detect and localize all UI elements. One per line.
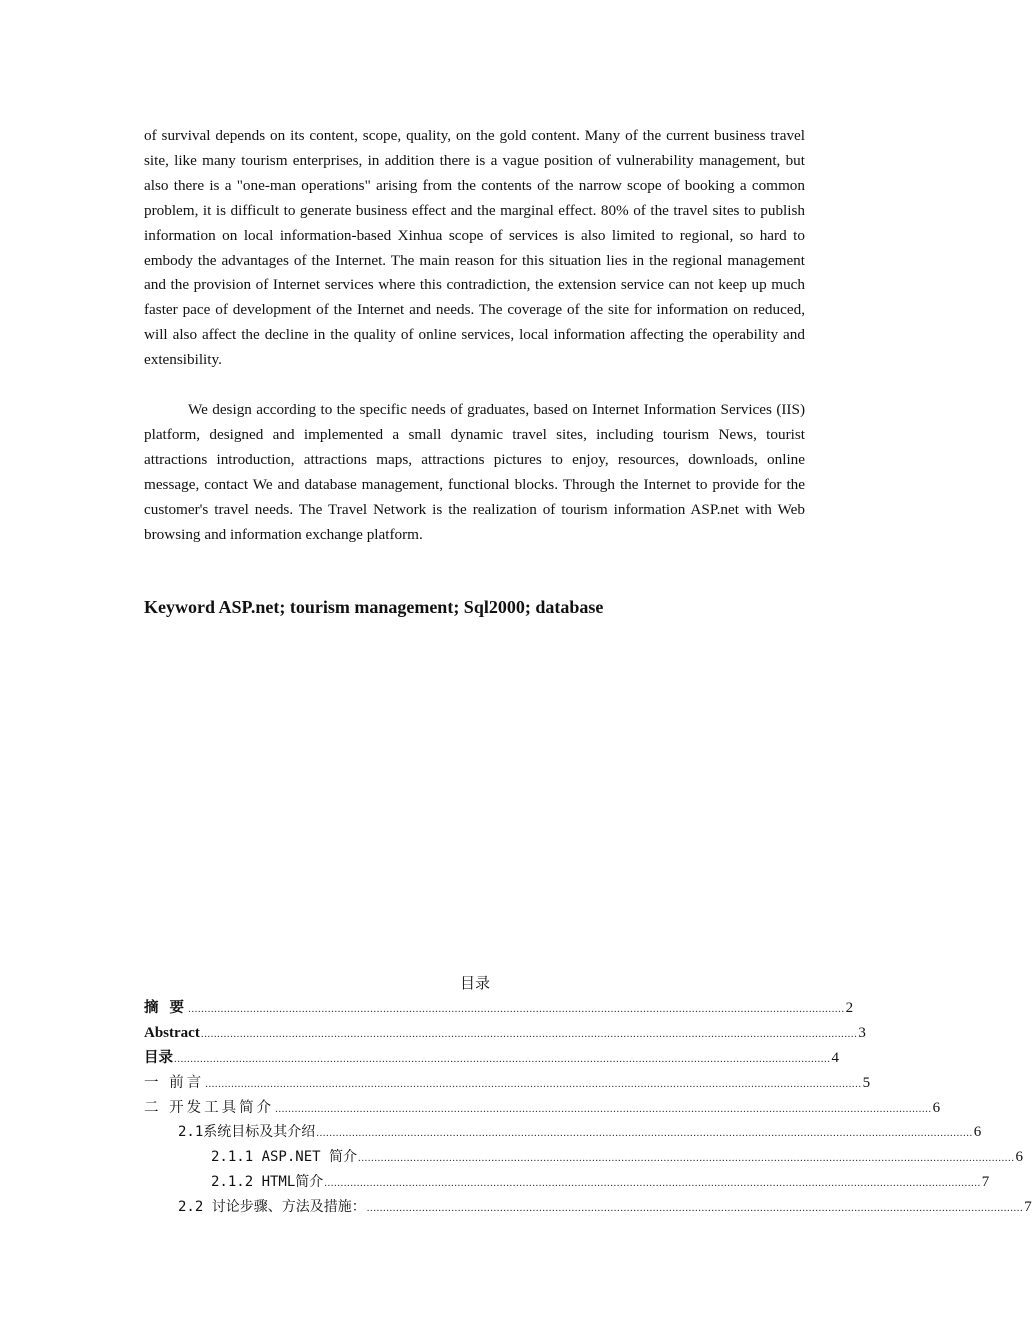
toc-entry-label: Abstract [144, 1024, 200, 1041]
toc-title: 目录 [459, 974, 490, 992]
toc-leader-dots: .......................................................................................................................................................................................................... [275, 1102, 932, 1115]
table-of-contents [144, 996, 1032, 1220]
toc-entry-2-1-1[interactable] [144, 1145, 1024, 1170]
toc-entry-label: 2.1.2 HTML简介 [211, 1174, 324, 1191]
toc-entry-label: 2.2 讨论步骤、方法及措施： [178, 1199, 366, 1216]
toc-entry-2-2[interactable] [144, 1195, 1032, 1220]
toc-entry-label: 二 开发工具简介 [144, 1099, 275, 1116]
toc-page-number: 4 [831, 1049, 839, 1066]
keyword-line: Keyword ASP.net; tourism management; Sql2000; database [144, 597, 604, 617]
toc-leader-dots: .......................................................................................................................................................................................................... [358, 1152, 1015, 1165]
toc-entry-label: 一 前言 [144, 1074, 205, 1091]
toc-entry-label: 2.1系统目标及其介绍 [178, 1124, 316, 1141]
toc-entry-kaifa-gongju[interactable] [144, 1096, 941, 1121]
toc-leader-dots: .......................................................................................................................................................................................................... [324, 1177, 981, 1190]
toc-page-number: 6 [973, 1124, 982, 1141]
toc-entry-abstract[interactable] [144, 1021, 866, 1046]
toc-entry-zhaiyao[interactable] [144, 996, 854, 1021]
toc-leader-dots: .......................................................................................................................................................................................................... [174, 1052, 831, 1065]
toc-entry-2-1[interactable] [144, 1120, 982, 1145]
abstract-paragraph-1: of survival depends on its content, scope, quality, on the gold content. Many of the current business travel site, like many tourism enterprises, in addition there is a vague position of vulnerability management, but also there is a "one-man operations" arising from the contents of the narrow scope of booking a common problem, it is difficult to generate business effect and the marginal effect. 80% of the travel sites to publish information on local information-based Xinhua scope of services is also limited to regional, so hard to embody the advantages of the Internet. The main reason for this situation lies in the regional management and the provision of Internet services where this contradiction, the extension service can not keep up much faster pace of development of the Internet and needs. The coverage of the site for information on reduced, will also affect the decline in the quality of online services, local information affecting the operability and extensibility. [144, 127, 805, 369]
toc-leader-dots: .......................................................................................................................................................................................................... [205, 1077, 862, 1090]
toc-page-number: 6 [1015, 1149, 1024, 1166]
toc-leader-dots: .......................................................................................................................................................................................................... [188, 1003, 845, 1015]
toc-entry-mulu[interactable] [144, 1046, 839, 1071]
abstract-paragraph-2: We design according to the specific needs of graduates, based on Internet Information Services (IIS) platform, designed and implemented a small dynamic travel sites, including tourism News, tourist attractions introduction, attractions maps, attractions pictures to enjoy, resources, downloads, online message, contact We and database management, functional blocks. Through the Internet to provide for the customer's travel needs. The Travel Network is the realization of tourism information ASP.net with Web browsing and information exchange platform. [144, 401, 805, 543]
toc-leader-dots: .......................................................................................................................................................................................................... [316, 1127, 973, 1140]
toc-page-number: 5 [862, 1074, 871, 1091]
toc-entry-label: 目录 [144, 1049, 173, 1066]
toc-page-number: 7 [981, 1174, 990, 1191]
toc-page-number: 3 [858, 1024, 866, 1041]
toc-page-number: 6 [932, 1099, 941, 1116]
toc-entry-qianyan[interactable] [144, 1071, 871, 1096]
toc-entry-label: 2.1.1 ASP.NET 简介 [211, 1149, 358, 1166]
toc-entry-label: 摘 要 [144, 1000, 188, 1016]
toc-page-number: 7 [1024, 1199, 1032, 1216]
toc-leader-dots: .......................................................................................................................................................................................................... [200, 1027, 858, 1040]
toc-page-number: 2 [845, 1000, 854, 1016]
toc-entry-2-1-2[interactable] [144, 1170, 990, 1195]
toc-leader-dots: .......................................................................................................................................................................................................... [366, 1202, 1024, 1215]
